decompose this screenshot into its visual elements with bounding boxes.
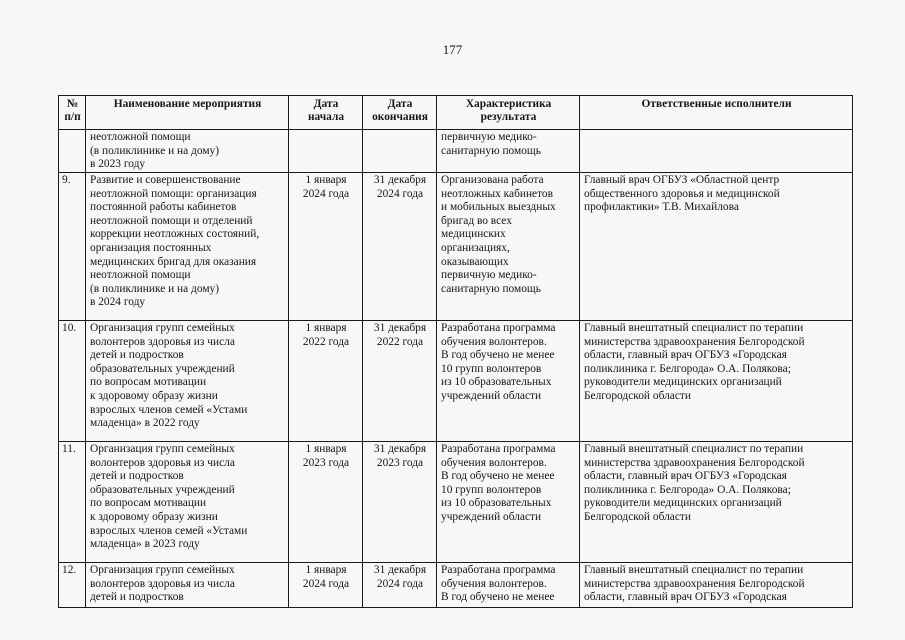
row-result: Разработана программа обучения волонтеров. В год обучено не менее: [437, 563, 580, 608]
row-num: 10.: [59, 321, 86, 442]
row-start: 1 января 2024 года: [289, 563, 363, 608]
row-responsible: Главный внештатный специалист по терапии министерства здравоохранения Белгородской области, главный врач ОГБУЗ «Городская: [580, 563, 853, 608]
table-row: [59, 442, 853, 563]
table-row: [59, 173, 853, 321]
row-name: Организация групп семейных волонтеров здоровья из числа детей и подростков: [86, 563, 289, 608]
row-end: 31 декабря 2023 года: [363, 442, 437, 563]
row-result: Разработана программа обучения волонтеров. В год обучено не менее 10 групп волонтеров из 10 образовательных учреждений области: [437, 442, 580, 563]
row-end: 31 декабря 2024 года: [363, 563, 437, 608]
header-end: Дата окончания: [363, 96, 437, 130]
row-start: 1 января 2022 года: [289, 321, 363, 442]
row-responsible: Главный врач ОГБУЗ «Областной центр общественного здоровья и медицинской профилактики» Т.В. Михайлова: [580, 173, 853, 321]
row-name: Развитие и совершенствование неотложной помощи: организация постоянной работы кабинетов неотложной помощи и отделений коррекции неотложных состояний, организация постоянных медицинских бригад для оказания неотложной помощи (в поликлинике и на дому) в 2024 году: [86, 173, 289, 321]
row-start: [289, 130, 363, 173]
row-num: 9.: [59, 173, 86, 321]
table-row: [59, 563, 853, 608]
row-name: Организация групп семейных волонтеров здоровья из числа детей и подростков образовательных учреждений по вопросам мотивации к здоровому образу жизни взрослых членов семей «Устами младенца» в 2022 году: [86, 321, 289, 442]
row-name: Организация групп семейных волонтеров здоровья из числа детей и подростков образовательных учреждений по вопросам мотивации к здоровому образу жизни взрослых членов семей «Устами младенца» в 2023 году: [86, 442, 289, 563]
row-num: 11.: [59, 442, 86, 563]
row-end: 31 декабря 2024 года: [363, 173, 437, 321]
row-result: Организована работа неотложных кабинетов и мобильных выездных бригад во всех медицинских организациях, оказывающих первичную медико- санитарную помощь: [437, 173, 580, 321]
table-row: [59, 130, 853, 173]
header-name: Наименование мероприятия: [86, 96, 289, 130]
page-number: 177: [442, 42, 463, 57]
row-result: Разработана программа обучения волонтеров. В год обучено не менее 10 групп волонтеров из 10 образовательных учреждений области: [437, 321, 580, 442]
header-responsible: Ответственные исполнители: [580, 96, 853, 130]
measures-table: [58, 95, 853, 608]
row-name: неотложной помощи (в поликлинике и на дому) в 2023 году: [86, 130, 289, 173]
row-responsible: Главный внештатный специалист по терапии министерства здравоохранения Белгородской области, главный врач ОГБУЗ «Городская поликлиника г. Белгорода» О.А. Полякова; руководители медицинских организаций Белгородской области: [580, 442, 853, 563]
row-responsible: [580, 130, 853, 173]
row-responsible: Главный внештатный специалист по терапии министерства здравоохранения Белгородской области, главный врач ОГБУЗ «Городская поликлиника г. Белгорода» О.А. Полякова; руководители медицинских организаций Белгородской области: [580, 321, 853, 442]
header-start: Дата начала: [289, 96, 363, 130]
row-start: 1 января 2024 года: [289, 173, 363, 321]
row-num: 12.: [59, 563, 86, 608]
table-header-row: [59, 96, 853, 130]
row-result: первичную медико- санитарную помощь: [437, 130, 580, 173]
row-num: [59, 130, 86, 173]
row-end: 31 декабря 2022 года: [363, 321, 437, 442]
header-num: № п/п: [59, 96, 86, 130]
table-row: [59, 321, 853, 442]
row-end: [363, 130, 437, 173]
row-start: 1 января 2023 года: [289, 442, 363, 563]
header-result: Характеристика результата: [437, 96, 580, 130]
